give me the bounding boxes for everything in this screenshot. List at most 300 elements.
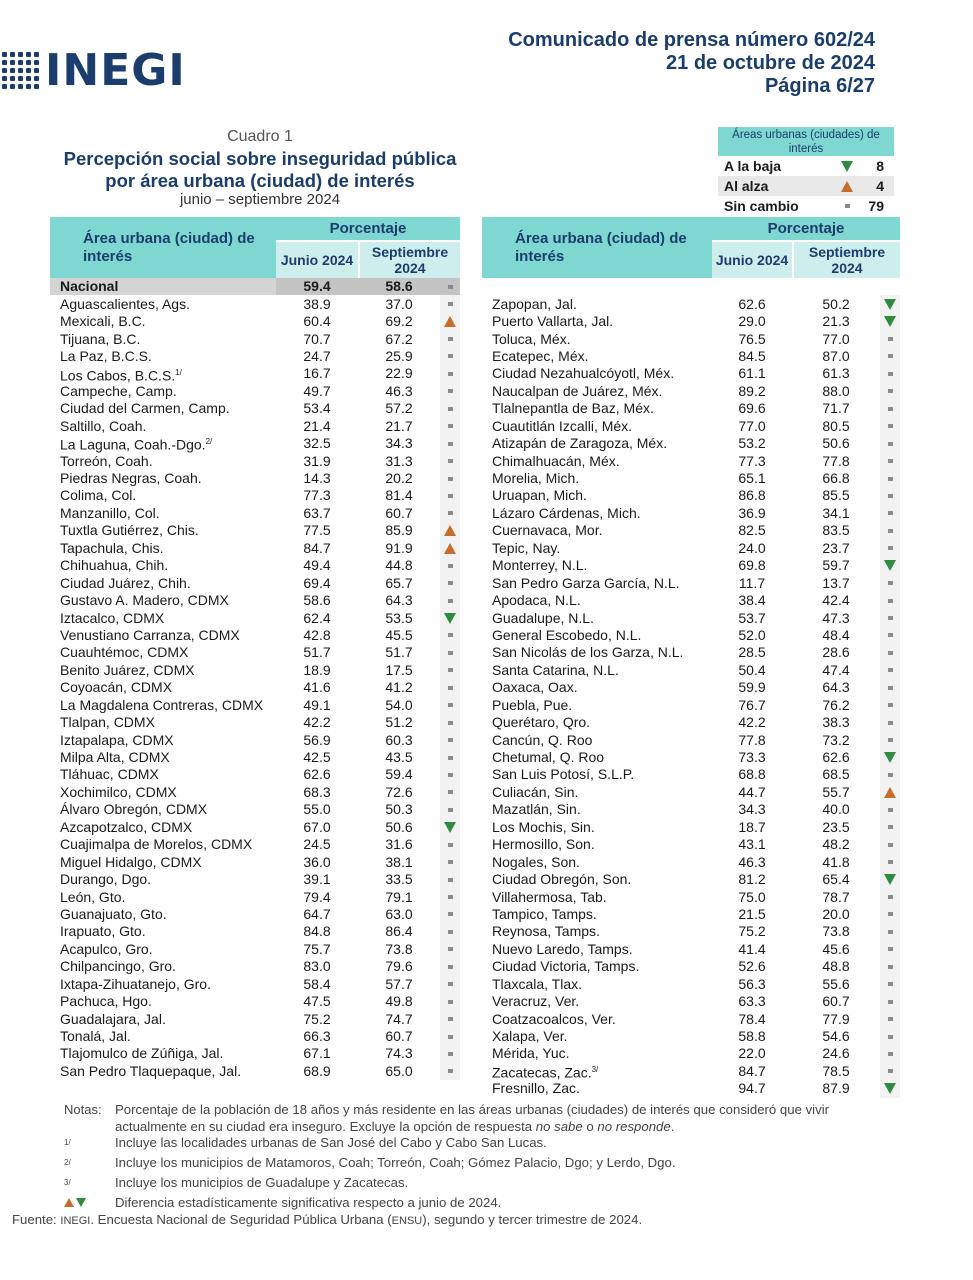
value-septiembre: 79.1 bbox=[358, 889, 440, 906]
value-junio: 56.3 bbox=[712, 976, 792, 993]
table-row bbox=[482, 1045, 900, 1062]
value-junio: 69.6 bbox=[712, 400, 792, 417]
table-row bbox=[50, 819, 460, 836]
change-indicator bbox=[440, 330, 460, 347]
table-row bbox=[50, 697, 460, 714]
value-septiembre: 78.5 bbox=[792, 1063, 880, 1080]
table-row bbox=[482, 1028, 900, 1045]
city-name: Irapuato, Gto. bbox=[60, 923, 146, 940]
change-indicator bbox=[440, 784, 460, 801]
table-row bbox=[482, 435, 900, 452]
value-junio: 79.4 bbox=[276, 889, 358, 906]
value-junio: 55.0 bbox=[276, 801, 358, 818]
table-row bbox=[482, 592, 900, 609]
table-row bbox=[50, 348, 460, 365]
city-name: Nogales, Son. bbox=[492, 853, 580, 870]
value-junio: 64.7 bbox=[276, 906, 358, 923]
value-junio: 58.8 bbox=[712, 1028, 792, 1045]
note-1: Incluye las localidades urbanas de San José del Cabo y Cabo San Lucas. bbox=[115, 1135, 547, 1151]
value-junio: 94.7 bbox=[712, 1080, 792, 1097]
no-change-dash-icon bbox=[888, 773, 893, 777]
summary-box bbox=[718, 127, 894, 216]
city-name: Villahermosa, Tab. bbox=[492, 888, 607, 905]
no-change-dash-icon bbox=[448, 982, 453, 986]
table-row-nacional bbox=[50, 278, 460, 295]
value-junio: 43.1 bbox=[712, 836, 792, 853]
value-junio: 38.9 bbox=[276, 296, 358, 313]
value-junio: 68.8 bbox=[712, 766, 792, 783]
value-junio: 53.2 bbox=[712, 435, 792, 452]
city-name: Veracruz, Ver. bbox=[492, 993, 580, 1010]
value-septiembre: 85.9 bbox=[358, 522, 440, 539]
value-junio: 84.5 bbox=[712, 348, 792, 365]
table-row bbox=[50, 836, 460, 853]
city-name: León, Gto. bbox=[60, 888, 126, 905]
value-junio: 31.9 bbox=[276, 453, 358, 470]
value-septiembre: 65.7 bbox=[358, 575, 440, 592]
city-name: Cuernavaca, Mor. bbox=[492, 522, 603, 539]
city-name: Xochimilco, CDMX bbox=[60, 783, 177, 800]
table-row bbox=[482, 383, 900, 400]
city-name: Ciudad del Carmen, Camp. bbox=[60, 400, 230, 417]
table-row bbox=[50, 1028, 460, 1045]
change-indicator bbox=[880, 993, 900, 1010]
up-triangle-icon bbox=[444, 316, 456, 327]
table-row bbox=[482, 958, 900, 975]
table-period: junio – septiembre 2024 bbox=[179, 191, 341, 208]
change-indicator bbox=[880, 330, 900, 347]
value-septiembre: 88.0 bbox=[792, 383, 880, 400]
change-indicator bbox=[880, 470, 900, 487]
summary-row bbox=[718, 156, 894, 176]
value-septiembre: 47.4 bbox=[792, 662, 880, 679]
table-row bbox=[50, 452, 460, 469]
table-row bbox=[482, 906, 900, 923]
inegi-logo-text: INEGI bbox=[45, 45, 186, 96]
no-change-dash-icon bbox=[448, 912, 453, 916]
value-septiembre: 46.3 bbox=[358, 383, 440, 400]
press-release-number: Comunicado de prensa número 602/24 bbox=[508, 29, 875, 51]
city-name: Chetumal, Q. Roo bbox=[492, 749, 605, 766]
no-change-dash-icon bbox=[888, 703, 893, 707]
city-name: Guanajuato, Gto. bbox=[60, 905, 167, 922]
up-triangle-icon bbox=[841, 181, 853, 192]
change-indicator bbox=[880, 1045, 900, 1062]
city-name: Ixtapa-Zihuatanejo, Gro. bbox=[60, 975, 211, 992]
table-row bbox=[50, 435, 460, 452]
city-name: Iztapalapa, CDMX bbox=[60, 731, 174, 748]
value-septiembre: 77.8 bbox=[792, 453, 880, 470]
value-septiembre: 48.8 bbox=[792, 958, 880, 975]
city-name: Coyoacán, CDMX bbox=[60, 679, 173, 696]
change-indicator bbox=[880, 505, 900, 522]
change-indicator bbox=[880, 749, 900, 766]
change-indicator bbox=[880, 819, 900, 836]
value-junio: 77.8 bbox=[712, 732, 792, 749]
change-indicator bbox=[440, 697, 460, 714]
no-change-dash-icon bbox=[888, 599, 893, 603]
value-septiembre: 57.7 bbox=[358, 976, 440, 993]
no-change-dash-icon bbox=[448, 285, 453, 289]
change-indicator bbox=[880, 871, 900, 888]
value-junio: 49.7 bbox=[276, 383, 358, 400]
city-name: Tonalá, Jal. bbox=[60, 1028, 131, 1045]
table-row bbox=[50, 470, 460, 487]
value-junio: 42.2 bbox=[712, 714, 792, 731]
value-junio: 39.1 bbox=[276, 871, 358, 888]
value-junio: 16.7 bbox=[276, 365, 358, 382]
no-change-dash-icon bbox=[448, 721, 453, 725]
city-name: Campeche, Camp. bbox=[60, 382, 177, 399]
city-name: Álvaro Obregón, CDMX bbox=[60, 801, 208, 818]
value-septiembre: 24.6 bbox=[792, 1045, 880, 1062]
table-row bbox=[50, 313, 460, 330]
city-name: Morelia, Mich. bbox=[492, 470, 580, 487]
city-name: Mexicali, B.C. bbox=[60, 313, 146, 330]
table-row bbox=[50, 557, 460, 574]
value-junio: 22.0 bbox=[712, 1045, 792, 1062]
header-porcentaje: Porcentaje bbox=[712, 217, 900, 242]
value-junio: 24.7 bbox=[276, 348, 358, 365]
table-row bbox=[50, 1045, 460, 1062]
city-name: Culiacán, Sin. bbox=[492, 783, 579, 800]
city-name: Oaxaca, Oax. bbox=[492, 679, 578, 696]
table-row bbox=[482, 348, 900, 365]
value-junio: 32.5 bbox=[276, 435, 358, 452]
city-name: Tlajomulco de Zúñiga, Jal. bbox=[60, 1045, 224, 1062]
value-junio: 81.2 bbox=[712, 871, 792, 888]
header-porcentaje: Porcentaje bbox=[276, 217, 460, 242]
city-name: San Pedro Tlaquepaque, Jal. bbox=[60, 1062, 242, 1079]
value-septiembre: 80.5 bbox=[792, 418, 880, 435]
right-table-header bbox=[482, 217, 900, 278]
table-row bbox=[50, 888, 460, 905]
city-name: Zacatecas, Zac.$^{3/}$ bbox=[492, 1064, 599, 1081]
no-change-dash-icon bbox=[888, 529, 893, 533]
table-row bbox=[50, 749, 460, 766]
table-row bbox=[482, 1010, 900, 1027]
no-change-dash-icon bbox=[888, 424, 893, 428]
change-indicator bbox=[440, 662, 460, 679]
value-junio: 46.3 bbox=[712, 854, 792, 871]
city-name: Torreón, Coah. bbox=[60, 452, 153, 469]
city-name: La Laguna, Coah.-Dgo.$^{2/}$ bbox=[60, 436, 213, 453]
header-septiembre: Septiembre 2024 bbox=[792, 242, 900, 278]
no-change-dash-icon bbox=[448, 965, 453, 969]
no-change-dash-icon bbox=[888, 860, 893, 864]
table-row bbox=[50, 383, 460, 400]
left-table-header bbox=[50, 217, 460, 278]
value-junio: 89.2 bbox=[712, 383, 792, 400]
value-junio: 75.7 bbox=[276, 941, 358, 958]
change-indicator bbox=[880, 1063, 900, 1080]
value-septiembre: 51.7 bbox=[358, 644, 440, 661]
change-indicator bbox=[880, 295, 900, 312]
no-change-dash-icon bbox=[888, 668, 893, 672]
city-name: Tlalnepantla de Baz, Méx. bbox=[492, 400, 654, 417]
change-indicator bbox=[440, 609, 460, 626]
value-junio: 77.5 bbox=[276, 522, 358, 539]
city-name: Reynosa, Tamps. bbox=[492, 923, 600, 940]
value-septiembre: 65.4 bbox=[792, 871, 880, 888]
value-junio: 76.7 bbox=[712, 697, 792, 714]
no-change-dash-icon bbox=[888, 372, 893, 376]
city-name: Piedras Negras, Coah. bbox=[60, 470, 202, 487]
no-change-dash-icon bbox=[888, 477, 893, 481]
change-indicator bbox=[440, 976, 460, 993]
no-change-dash-icon bbox=[448, 668, 453, 672]
value-junio: 56.9 bbox=[276, 732, 358, 749]
value-junio: 38.4 bbox=[712, 592, 792, 609]
value-septiembre: 37.0 bbox=[358, 296, 440, 313]
value-junio: 18.9 bbox=[276, 662, 358, 679]
no-change-dash-icon bbox=[888, 808, 893, 812]
value-septiembre: 87.9 bbox=[792, 1080, 880, 1097]
note-2: Incluye los municipios de Matamoros, Coah; Torreón, Coah; Gómez Palacio, Dgo; y Lerdo, Dgo. bbox=[115, 1155, 676, 1171]
city-name: Milpa Alta, CDMX bbox=[60, 749, 170, 766]
change-indicator bbox=[440, 365, 460, 382]
no-change-dash-icon bbox=[448, 337, 453, 341]
city-name: Chimalhuacán, Méx. bbox=[492, 452, 620, 469]
value-septiembre: 20.2 bbox=[358, 470, 440, 487]
header-septiembre: Septiembre 2024 bbox=[358, 242, 460, 278]
city-name: Tlaxcala, Tlax. bbox=[492, 975, 582, 992]
table-row bbox=[482, 749, 900, 766]
change-indicator bbox=[880, 592, 900, 609]
change-indicator bbox=[440, 522, 460, 539]
city-name: San Nicolás de los Garza, N.L. bbox=[492, 644, 684, 661]
value-junio: 62.4 bbox=[276, 610, 358, 627]
city-name: Benito Juárez, CDMX bbox=[60, 661, 195, 678]
value-septiembre: 57.2 bbox=[358, 400, 440, 417]
value-septiembre: 28.6 bbox=[792, 644, 880, 661]
change-indicator bbox=[440, 766, 460, 783]
summary-value: 79 bbox=[868, 198, 884, 214]
table-row bbox=[50, 679, 460, 696]
city-name: Nacional bbox=[60, 278, 119, 295]
value-junio: 53.4 bbox=[276, 400, 358, 417]
value-septiembre: 61.3 bbox=[792, 365, 880, 382]
summary-value: 4 bbox=[876, 178, 884, 194]
change-indicator bbox=[440, 540, 460, 557]
no-change-dash-icon bbox=[448, 494, 453, 498]
header-junio: Junio 2024 bbox=[276, 242, 358, 278]
value-septiembre: 53.5 bbox=[358, 610, 440, 627]
value-septiembre: 43.5 bbox=[358, 749, 440, 766]
table-row bbox=[482, 1080, 900, 1097]
change-indicator bbox=[440, 1045, 460, 1062]
value-junio: 65.1 bbox=[712, 470, 792, 487]
value-septiembre: 81.4 bbox=[358, 487, 440, 504]
value-junio: 41.6 bbox=[276, 679, 358, 696]
change-indicator bbox=[440, 923, 460, 940]
change-indicator bbox=[440, 644, 460, 661]
summary-label: Sin cambio bbox=[724, 198, 799, 214]
change-indicator bbox=[880, 958, 900, 975]
table-row bbox=[482, 452, 900, 469]
no-change-dash-icon bbox=[888, 965, 893, 969]
table-row bbox=[50, 662, 460, 679]
value-junio: 51.7 bbox=[276, 644, 358, 661]
city-name: Pachuca, Hgo. bbox=[60, 993, 152, 1010]
value-septiembre: 58.6 bbox=[358, 278, 440, 295]
table-row bbox=[482, 574, 900, 591]
table-row bbox=[50, 958, 460, 975]
table-row bbox=[50, 644, 460, 661]
value-junio: 50.4 bbox=[712, 662, 792, 679]
value-junio: 70.7 bbox=[276, 331, 358, 348]
city-name: Atizapán de Zaragoza, Méx. bbox=[492, 435, 668, 452]
notes bbox=[12, 1102, 884, 1229]
no-change-dash-icon bbox=[448, 442, 453, 446]
no-change-dash-icon bbox=[448, 808, 453, 812]
table-row bbox=[482, 330, 900, 347]
change-indicator bbox=[880, 976, 900, 993]
change-indicator bbox=[440, 418, 460, 435]
change-indicator bbox=[440, 679, 460, 696]
table-row bbox=[482, 400, 900, 417]
no-change-dash-icon bbox=[888, 843, 893, 847]
value-septiembre: 64.3 bbox=[792, 679, 880, 696]
table-row bbox=[50, 505, 460, 522]
value-junio: 21.5 bbox=[712, 906, 792, 923]
no-change-dash-icon bbox=[888, 511, 893, 515]
table-title: Percepción social sobre inseguridad pública por área urbana (ciudad) de interés bbox=[63, 148, 457, 191]
table-row bbox=[50, 1063, 460, 1080]
change-indicator bbox=[440, 853, 460, 870]
value-septiembre: 45.6 bbox=[792, 941, 880, 958]
value-junio: 58.4 bbox=[276, 976, 358, 993]
no-change-dash-icon bbox=[448, 686, 453, 690]
no-change-dash-icon bbox=[888, 982, 893, 986]
table-row bbox=[50, 574, 460, 591]
change-indicator bbox=[440, 871, 460, 888]
change-indicator bbox=[880, 1028, 900, 1045]
value-junio: 14.3 bbox=[276, 470, 358, 487]
no-change-dash-icon bbox=[448, 773, 453, 777]
change-indicator bbox=[440, 958, 460, 975]
change-indicator bbox=[880, 888, 900, 905]
city-name: Los Mochis, Sin. bbox=[492, 818, 595, 835]
change-indicator bbox=[440, 906, 460, 923]
table-row bbox=[50, 592, 460, 609]
city-name: Cuauhtémoc, CDMX bbox=[60, 644, 189, 661]
value-junio: 86.8 bbox=[712, 487, 792, 504]
change-indicator bbox=[880, 522, 900, 539]
city-name: Tuxtla Gutiérrez, Chis. bbox=[60, 522, 199, 539]
city-name: Zapopan, Jal. bbox=[492, 295, 577, 312]
change-indicator bbox=[440, 819, 460, 836]
table-row bbox=[50, 1010, 460, 1027]
note-3: Incluye los municipios de Guadalupe y Zacatecas. bbox=[115, 1175, 409, 1191]
value-septiembre: 63.0 bbox=[358, 906, 440, 923]
value-septiembre: 47.3 bbox=[792, 610, 880, 627]
table-row bbox=[50, 365, 460, 382]
no-change-dash-icon bbox=[888, 581, 893, 585]
value-junio: 67.1 bbox=[276, 1045, 358, 1062]
city-name: Tepic, Nay. bbox=[492, 539, 561, 556]
value-septiembre: 76.2 bbox=[792, 697, 880, 714]
value-septiembre: 73.8 bbox=[358, 941, 440, 958]
value-junio: 47.5 bbox=[276, 993, 358, 1010]
no-change-dash-icon bbox=[448, 1035, 453, 1039]
value-septiembre: 74.7 bbox=[358, 1011, 440, 1028]
value-septiembre: 38.1 bbox=[358, 854, 440, 871]
city-name: Guadalajara, Jal. bbox=[60, 1010, 166, 1027]
table-row bbox=[482, 1063, 900, 1080]
value-junio: 52.6 bbox=[712, 958, 792, 975]
notes-main: Porcentaje de la población de 18 años y más residente en las áreas urbanas (ciudades) de interés que consideró que vivir actualmente en su ciudad era inseguro. Excluye la opción de respuesta no sabe o no responde. bbox=[115, 1102, 830, 1134]
value-septiembre: 31.3 bbox=[358, 453, 440, 470]
city-name: Los Cabos, B.C.S.$^{1/}$ bbox=[60, 367, 182, 384]
no-change-dash-icon bbox=[448, 389, 453, 393]
value-septiembre: 66.8 bbox=[792, 470, 880, 487]
no-change-dash-icon bbox=[888, 494, 893, 498]
change-indicator bbox=[880, 365, 900, 382]
value-septiembre: 42.4 bbox=[792, 592, 880, 609]
legend-marks bbox=[64, 1195, 115, 1207]
no-change-dash-icon bbox=[888, 442, 893, 446]
value-junio: 44.7 bbox=[712, 784, 792, 801]
change-indicator bbox=[880, 487, 900, 504]
value-junio: 82.5 bbox=[712, 522, 792, 539]
value-junio: 84.8 bbox=[276, 923, 358, 940]
value-junio: 62.6 bbox=[712, 296, 792, 313]
no-change-dash-icon bbox=[888, 1017, 893, 1021]
value-junio: 34.3 bbox=[712, 801, 792, 818]
value-junio: 24.5 bbox=[276, 836, 358, 853]
no-change-dash-icon bbox=[448, 651, 453, 655]
value-junio: 68.3 bbox=[276, 784, 358, 801]
change-indicator bbox=[440, 801, 460, 818]
table-row bbox=[482, 609, 900, 626]
value-junio: 42.8 bbox=[276, 627, 358, 644]
change-indicator bbox=[440, 941, 460, 958]
no-change-dash-icon bbox=[448, 895, 453, 899]
change-indicator bbox=[440, 278, 460, 295]
change-indicator bbox=[440, 1028, 460, 1045]
change-indicator bbox=[880, 627, 900, 644]
value-junio: 59.4 bbox=[276, 278, 358, 295]
change-indicator bbox=[440, 470, 460, 487]
value-septiembre: 41.2 bbox=[358, 679, 440, 696]
no-change-dash-icon bbox=[448, 424, 453, 428]
no-change-dash-icon bbox=[888, 389, 893, 393]
value-septiembre: 23.5 bbox=[792, 819, 880, 836]
header-area: Área urbana (ciudad) de interés bbox=[50, 217, 276, 278]
table-row bbox=[482, 801, 900, 818]
no-change-dash-icon bbox=[888, 947, 893, 951]
change-indicator bbox=[880, 400, 900, 417]
no-change-dash-icon bbox=[888, 912, 893, 916]
city-name: San Luis Potosí, S.L.P. bbox=[492, 766, 635, 783]
change-indicator bbox=[880, 766, 900, 783]
value-junio: 68.9 bbox=[276, 1063, 358, 1080]
value-junio: 49.4 bbox=[276, 557, 358, 574]
table-row bbox=[482, 295, 900, 312]
change-indicator bbox=[440, 714, 460, 731]
up-triangle-icon bbox=[64, 1198, 74, 1207]
no-change-dash-icon bbox=[448, 477, 453, 481]
change-indicator bbox=[880, 906, 900, 923]
value-septiembre: 74.3 bbox=[358, 1045, 440, 1062]
table-row bbox=[50, 731, 460, 748]
value-septiembre: 23.7 bbox=[792, 540, 880, 557]
city-name: Hermosillo, Son. bbox=[492, 836, 595, 853]
legend-note: Diferencia estadísticamente significativa respecto a junio de 2024. bbox=[115, 1194, 502, 1210]
note-2-key: 2/ bbox=[64, 1158, 71, 1168]
table-row bbox=[482, 714, 900, 731]
